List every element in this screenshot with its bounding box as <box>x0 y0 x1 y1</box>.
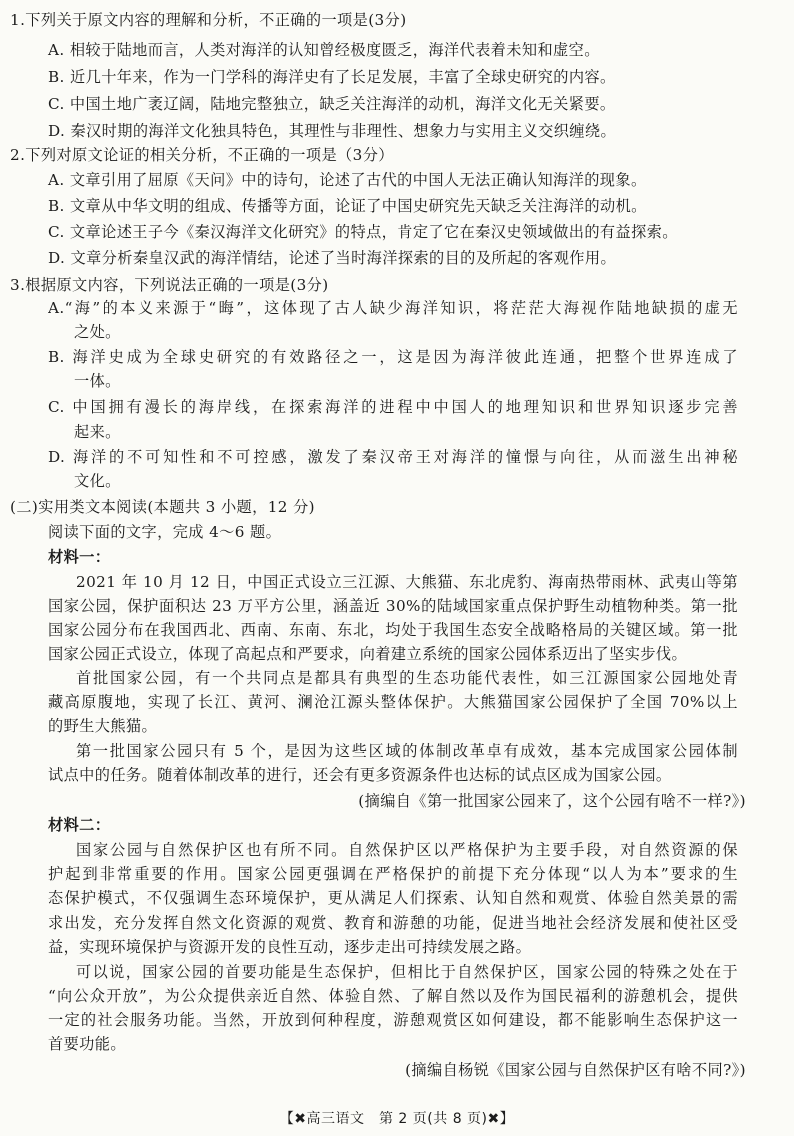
question-3-option-a-cont: 之处。 <box>74 323 121 341</box>
question-1-stem: 1.下列关于原文内容的理解和分析，不正确的一项是(3分) <box>10 11 407 29</box>
material-1-title: 材料一： <box>48 548 111 566</box>
question-3-option-c: C. 中国拥有漫长的海岸线，在探索海洋的进程中中国人的地理知识和世界知识逐步完善 <box>48 398 738 416</box>
question-2-option-c: C. 文章论述王子今《秦汉海洋文化研究》的特点，肯定了它在秦汉史领域做出的有益探索。 <box>48 223 678 241</box>
material-1-line: 藏高原腹地，实现了长江、黄河、澜沧江源头整体保护。大熊猫国家公园保护了全国 70%以上 <box>48 693 738 711</box>
material-2-line: 国家公园与自然保护区也有所不同。自然保护区以严格保护为主要手段，对自然资源的保 <box>76 841 738 859</box>
material-1-line: 的野生大熊猫。 <box>48 717 158 735</box>
material-2-line: 求出发，充分发挥自然文化资源的观赏、教育和游憩的功能，促进当地社会经济发展和使社区受 <box>48 914 738 932</box>
question-2-stem: 2.下列对原文论证的相关分析，不正确的一项是（3分） <box>10 146 394 164</box>
material-2-line: 首要功能。 <box>48 1035 126 1053</box>
section-heading: (二)实用类文本阅读(本题共 3 小题，12 分) <box>10 498 315 516</box>
material-2-line: 护起到非常重要的作用。国家公园更强调在严格保护的前提下充分体现“以人为本”要求的生 <box>48 865 738 883</box>
material-2-line: “向公众开放”，为公众提供亲近自然、体验自然、了解自然以及作为国民福利的游憩机会，提供 <box>48 987 738 1005</box>
material-2-line: 益，实现环境保护与资源开发的良性互动，逐步走出可持续发展之路。 <box>48 938 532 956</box>
material-2-line: 一定的社会服务功能。当然，开放到何种程度，游憩观赏区如何建设，都不能影响生态保护这一 <box>48 1011 738 1029</box>
question-2-option-b: B. 文章从中华文明的组成、传播等方面，论证了中国史研究先天缺乏关注海洋的动机。 <box>48 197 647 215</box>
material-1-source: (摘编自《第一批国家公园来了，这个公园有啥不一样?》) <box>358 792 746 810</box>
question-2-option-d: D. 文章分析秦皇汉武的海洋情结，论述了当时海洋探索的目的及所起的客观作用。 <box>48 249 617 267</box>
material-1-line: 国家公园，保护面积达 23 万平方公里，涵盖近 30%的陆域国家重点保护野生动植物种类。第一批 <box>48 597 738 615</box>
question-1-option-d: D. 秦汉时期的海洋文化独具特色，其理性与非理性、想象力与实用主义交织缠绕。 <box>48 122 617 140</box>
material-1-line: 首批国家公园，有一个共同点是都具有典型的生态功能代表性，如三江源国家公园地处青 <box>76 669 738 687</box>
material-1-line: 第一批国家公园只有 5 个，是因为这些区域的体制改革卓有成效，基本完成国家公园体制 <box>76 742 738 760</box>
question-3-option-c-cont: 起来。 <box>74 423 121 441</box>
material-2-line: 可以说，国家公园的首要功能是生态保护，但相比于自然保护区，国家公园的特殊之处在于 <box>76 963 738 981</box>
material-1-line: 试点中的任务。随着体制改革的进行，还会有更多资源条件也达标的试点区成为国家公园。 <box>48 766 672 784</box>
page-footer: 【✖高三语文 第 2 页(共 8 页)✖】 <box>279 1111 515 1127</box>
material-1-line: 2021 年 10 月 12 日，中国正式设立三江源、大熊猫、东北虎豹、海南热带雨林、武夷山等第 <box>76 573 738 591</box>
question-3-option-a: A.“海”的本义来源于“晦”，这体现了古人缺少海洋知识，将茫茫大海视作陆地缺损的虚无 <box>48 299 738 317</box>
question-1-option-c: C. 中国土地广袤辽阔，陆地完整独立，缺乏关注海洋的动机，海洋文化无关紧要。 <box>48 95 616 113</box>
question-3-stem: 3.根据原文内容，下列说法正确的一项是(3分) <box>10 276 329 294</box>
question-3-option-d-cont: 文化。 <box>74 472 121 490</box>
question-1-option-b: B. 近几十年来，作为一门学科的海洋史有了长足发展，丰富了全球史研究的内容。 <box>48 68 616 86</box>
question-3-option-b: B. 海洋史成为全球史研究的有效路径之一，这是因为海洋彼此连通，把整个世界连成了 <box>48 348 738 366</box>
question-1-option-a: A. 相较于陆地而言，人类对海洋的认知曾经极度匮乏，海洋代表着未知和虚空。 <box>48 41 600 59</box>
question-2-option-a: A. 文章引用了屈原《天问》中的诗句，论述了古代的中国人无法正确认知海洋的现象。 <box>48 171 647 189</box>
question-3-option-d: D. 海洋的不可知性和不可控感，激发了秦汉帝王对海洋的憧憬与向往，从而滋生出神秘 <box>48 448 738 466</box>
material-1-line: 国家公园正式设立，体现了高起点和严要求，向着建立系统的国家公园体系迈出了坚实步伐。 <box>48 645 688 663</box>
material-2-line: 态保护模式，不仅强调生态环境保护，更从满足人们探索、认知自然和观赏、体验自然美景的需 <box>48 889 738 907</box>
material-2-source: (摘编自杨锐《国家公园与自然保护区有啥不同?》) <box>405 1061 746 1079</box>
question-3-option-b-cont: 一体。 <box>74 372 121 390</box>
material-1-line: 国家公园分布在我国西北、西南、东南、东北，均处于我国生态安全战略格局的关键区域。第一批 <box>48 621 738 639</box>
section-instruction: 阅读下面的文字，完成 4～6 题。 <box>48 523 282 541</box>
material-2-title: 材料二： <box>48 816 111 834</box>
